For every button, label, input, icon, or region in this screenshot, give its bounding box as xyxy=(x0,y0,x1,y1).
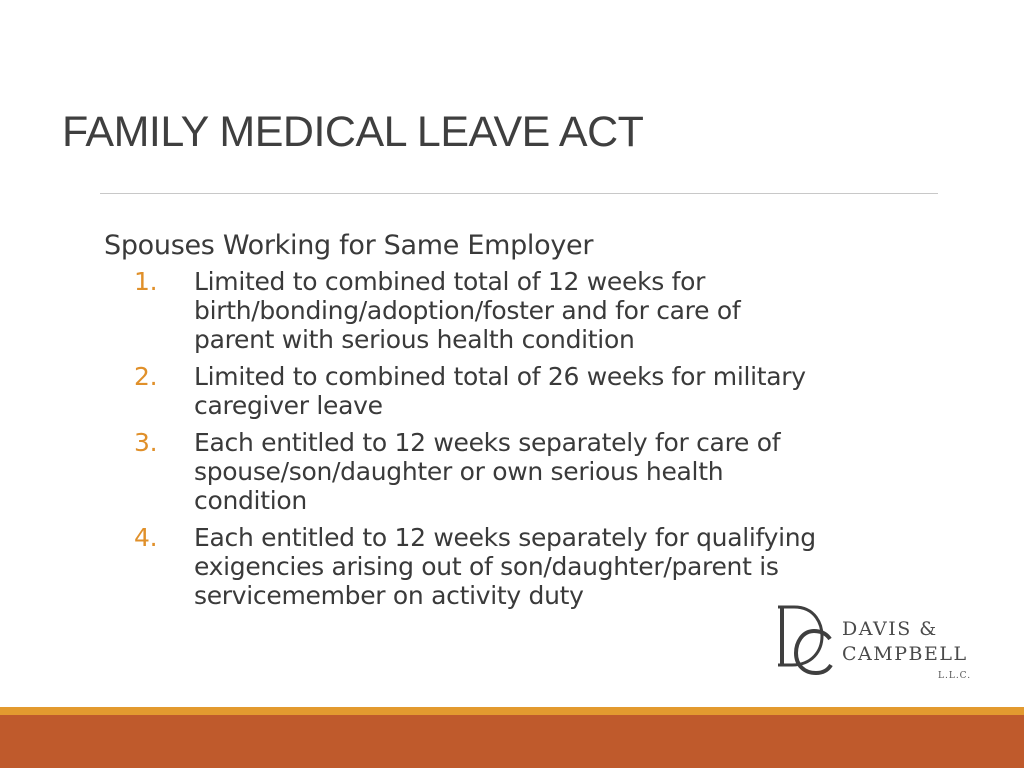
list-item-line: Each entitled to 12 weeks separately for qualifying xyxy=(194,523,816,552)
title-divider xyxy=(100,193,938,194)
list-item-line: servicemember on activity duty xyxy=(194,581,584,610)
numbered-list xyxy=(104,267,924,610)
list-item xyxy=(104,428,924,515)
footer-band xyxy=(0,715,1024,768)
slide-subtitle: Spouses Working for Same Employer xyxy=(104,230,594,261)
logo-name-line1: DAVIS & xyxy=(842,618,938,640)
list-item-line: Limited to combined total of 12 weeks for xyxy=(194,267,706,296)
monogram-logo-icon xyxy=(776,603,836,677)
logo-name-line2: CAMPBELL xyxy=(842,643,968,665)
list-number: 3. xyxy=(134,428,158,457)
list-item-line: parent with serious health condition xyxy=(194,325,635,354)
logo-suffix: L.L.C. xyxy=(938,671,972,681)
list-item xyxy=(104,267,924,354)
slide-title: FAMILY MEDICAL LEAVE ACT xyxy=(62,108,644,156)
list-item-line: exigencies arising out of son/daughter/parent is xyxy=(194,552,779,581)
footer-band-accent xyxy=(0,707,1024,715)
company-logo xyxy=(776,603,976,687)
list-item-line: Limited to combined total of 26 weeks for military xyxy=(194,362,806,391)
list-item xyxy=(104,523,924,610)
list-item-line: birth/bonding/adoption/foster and for care of xyxy=(194,296,741,325)
list-item-line: Each entitled to 12 weeks separately for care of xyxy=(194,428,781,457)
list-item-line: caregiver leave xyxy=(194,391,383,420)
list-item xyxy=(104,362,924,420)
list-item-line: condition xyxy=(194,486,307,515)
list-number: 4. xyxy=(134,523,158,552)
list-number: 1. xyxy=(134,267,158,296)
list-number: 2. xyxy=(134,362,158,391)
slide-content xyxy=(104,228,924,610)
list-item-line: spouse/son/daughter or own serious health xyxy=(194,457,724,486)
logo-company-name xyxy=(842,617,968,667)
